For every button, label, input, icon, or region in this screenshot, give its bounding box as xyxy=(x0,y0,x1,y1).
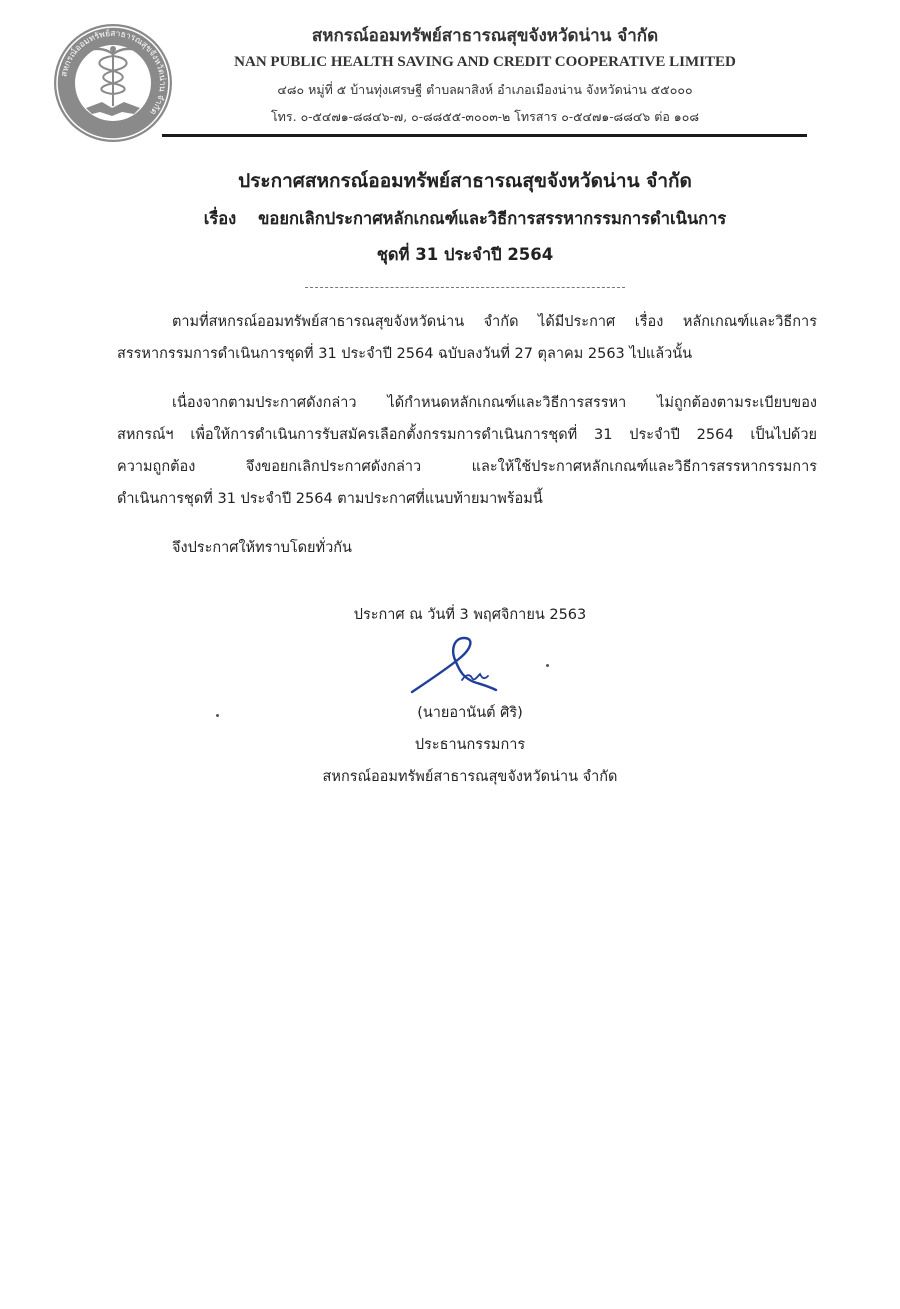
cooperative-seal-logo xyxy=(52,22,174,144)
letterhead-name-english: NAN PUBLIC HEALTH SAVING AND CREDIT COOPERATIVE LIMITED xyxy=(234,54,736,70)
paragraph-2-line-1: เนื่องจากตามประกาศดังกล่าว ได้กำหนดหลักเกณฑ์และวิธีการสรรหา ไม่ถูกต้องตามระเบียบของ xyxy=(172,395,817,411)
title-divider xyxy=(305,287,625,288)
announcement-date: ประกาศ ณ วันที่ 3 พฤศจิกายน 2563 xyxy=(353,607,587,623)
scan-speck xyxy=(216,714,219,717)
paragraph-1-line-1: ตามที่สหกรณ์ออมทรัพย์สาธารณสุขจังหวัดน่าน จำกัด ได้มีประกาศ เรื่อง หลักเกณฑ์และวิธีการ xyxy=(172,314,817,330)
letterhead-address: ๔๘๐ หมู่ที่ ๕ บ้านทุ่งเศรษฐี ตำบลผาสิงห์ อำเภอเมืองน่าน จังหวัดน่าน ๕๕๐๐๐ xyxy=(277,82,693,97)
letterhead-contact: โทร. ๐-๕๔๗๑-๘๘๔๖-๗, ๐-๘๘๕๕-๓๐๐๓-๒ โทรสาร ๐-๕๔๗๑-๘๘๔๖ ต่อ ๑๐๘ xyxy=(270,109,700,124)
subject-label: เรื่อง xyxy=(203,209,237,228)
announcement-subject-line xyxy=(100,206,830,232)
paragraph-2-line-2: สหกรณ์ฯ เพื่อให้การดำเนินการรับสมัครเลือกตั้งกรรมการดำเนินการชุดที่ 31 ประจำปี 2564 เป็นไปด้วย xyxy=(117,427,817,443)
paragraph-2-line-3: ความถูกต้อง จึงขอยกเลิกประกาศดังกล่าว และให้ใช้ประกาศหลักเกณฑ์และวิธีการสรรหากรรมการ xyxy=(117,459,817,475)
paragraph-1-line-2: สรรหากรรมการดำเนินการชุดที่ 31 ประจำปี 2564 ฉบับลงวันที่ 27 ตุลาคม 2563 ไปแล้วนั้น xyxy=(117,346,693,362)
letterhead-name-thai: สหกรณ์ออมทรัพย์สาธารณสุขจังหวัดน่าน จำกัด xyxy=(311,26,659,46)
signer-organization: สหกรณ์ออมทรัพย์สาธารณสุขจังหวัดน่าน จำกัด xyxy=(322,769,618,785)
subject-text: ขอยกเลิกประกาศหลักเกณฑ์และวิธีการสรรหากรรมการดำเนินการ xyxy=(258,209,727,228)
paragraph-3: จึงประกาศให้ทราบโดยทั่วกัน xyxy=(172,540,352,556)
handwritten-signature xyxy=(400,632,510,702)
scan-speck xyxy=(546,664,549,667)
paragraph-2-line-4: ดำเนินการชุดที่ 31 ประจำปี 2564 ตามประกาศที่แนบท้ายมาพร้อมนี้ xyxy=(117,491,543,507)
header-rule xyxy=(162,134,807,137)
signer-name: (นายอานันต์ ศิริ) xyxy=(417,705,523,721)
announcement-series: ชุดที่ 31 ประจำปี 2564 xyxy=(376,245,554,264)
signer-position: ประธานกรรมการ xyxy=(414,737,526,753)
svg-text:สหกรณ์ออมทรัพย์สาธารณสุขจังหวั: สหกรณ์ออมทรัพย์สาธารณสุขจังหวัดน่าน จำกัด xyxy=(59,28,168,117)
announcement-title: ประกาศสหกรณ์ออมทรัพย์สาธารณสุขจังหวัดน่าน จำกัด xyxy=(238,170,692,192)
